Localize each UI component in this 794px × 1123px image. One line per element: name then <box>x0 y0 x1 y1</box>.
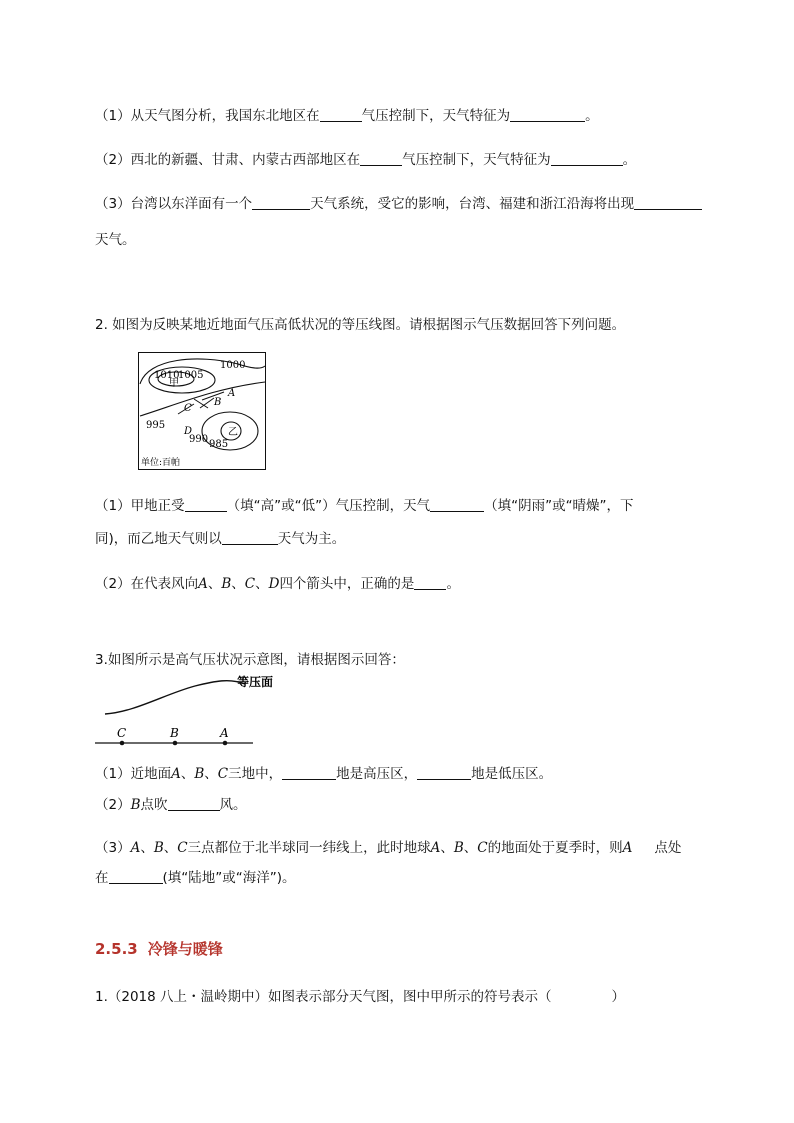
arrow-label: C <box>184 403 192 414</box>
q2-stem: 2. 如图为反映某地近地面气压高低状况的等压线图。请根据图示气压数据回答下列问题。 <box>95 317 626 333</box>
q4-stem: 1.（2018 八上・温岭期中）如图表示部分天气图，图中甲所示的符号表示（ ） <box>95 989 626 1005</box>
surface-label: 等压面 <box>237 675 274 689</box>
section-heading <box>95 938 223 959</box>
q3-part3: （3）A、B、C三点都位于北半球同一纬线上，此时地球A、B、C的地面处于夏季时，则A 点处 <box>95 840 682 856</box>
answer-blank[interactable] <box>414 575 446 590</box>
low-center-label: 乙 <box>228 427 238 438</box>
q3-part1: （1）近地面A、B、C三地中， 地是高压区， 地是低压区。 <box>95 766 553 782</box>
isobar-label: 1010 <box>154 370 180 381</box>
q1-part3-cont: 天气。 <box>95 232 136 248</box>
unit-label: 单位:百帕 <box>141 458 181 468</box>
answer-blank[interactable] <box>510 107 585 122</box>
answer-blank[interactable] <box>360 151 402 166</box>
high-center-label: 甲 <box>169 378 179 389</box>
q2-part1: （1）甲地正受 （填“高”或“低”）气压控制，天气 （填“阴雨”或“晴燥”，下 <box>95 498 634 514</box>
answer-blank[interactable] <box>252 195 310 210</box>
answer-blank[interactable] <box>282 765 336 780</box>
answer-blank[interactable] <box>320 107 362 122</box>
isobar-label: 1005 <box>178 370 204 381</box>
point-label: B <box>170 726 179 740</box>
arrow-label: A <box>228 388 236 399</box>
q1-part2: （2）西北的新疆、甘肃、内蒙古西部地区在 气压控制下，天气特征为 。 <box>95 152 637 168</box>
pressure-surface-figure <box>95 672 285 748</box>
isobar-label: 995 <box>146 420 166 431</box>
section-title: 冷锋与暖锋 <box>147 940 223 958</box>
point-label: C <box>117 726 127 740</box>
q3-part3-cont: 在 (填“陆地”或“海洋”)。 <box>95 870 296 886</box>
answer-blank[interactable] <box>222 530 278 545</box>
isobar-label: 990 <box>189 434 209 445</box>
q3-stem: 3.如图所示是高气压状况示意图，请根据图示回答： <box>95 652 405 668</box>
answer-blank[interactable] <box>551 151 623 166</box>
answer-blank[interactable] <box>109 869 163 884</box>
answer-blank[interactable] <box>168 796 220 811</box>
q2-part1-cont: 同)，而乙地天气则以 天气为主。 <box>95 531 346 547</box>
q1-part3: （3）台湾以东洋面有一个 天气系统，受它的影响，台湾、福建和浙江沿海将出现 <box>95 192 702 212</box>
q1-part1: （1）从天气图分析，我国东北地区在 气压控制下，天气特征为 。 <box>95 108 599 124</box>
isobar-label: 1000 <box>220 360 246 371</box>
answer-blank[interactable] <box>417 765 471 780</box>
point-label: A <box>220 726 229 740</box>
isobar-label: 985 <box>209 439 229 450</box>
isobar-figure <box>138 352 266 470</box>
q2-part2: （2）在代表风向A、B、C、D四个箭头中，正确的是 。 <box>95 576 460 592</box>
answer-blank[interactable] <box>634 195 702 210</box>
q3-part2: （2）B点吹 风。 <box>95 797 247 813</box>
arrow-label: D <box>184 426 193 437</box>
section-number: 2.5.3 <box>95 940 138 958</box>
answer-blank[interactable] <box>430 497 484 512</box>
answer-blank[interactable] <box>185 497 227 512</box>
arrow-label: B <box>214 397 222 408</box>
